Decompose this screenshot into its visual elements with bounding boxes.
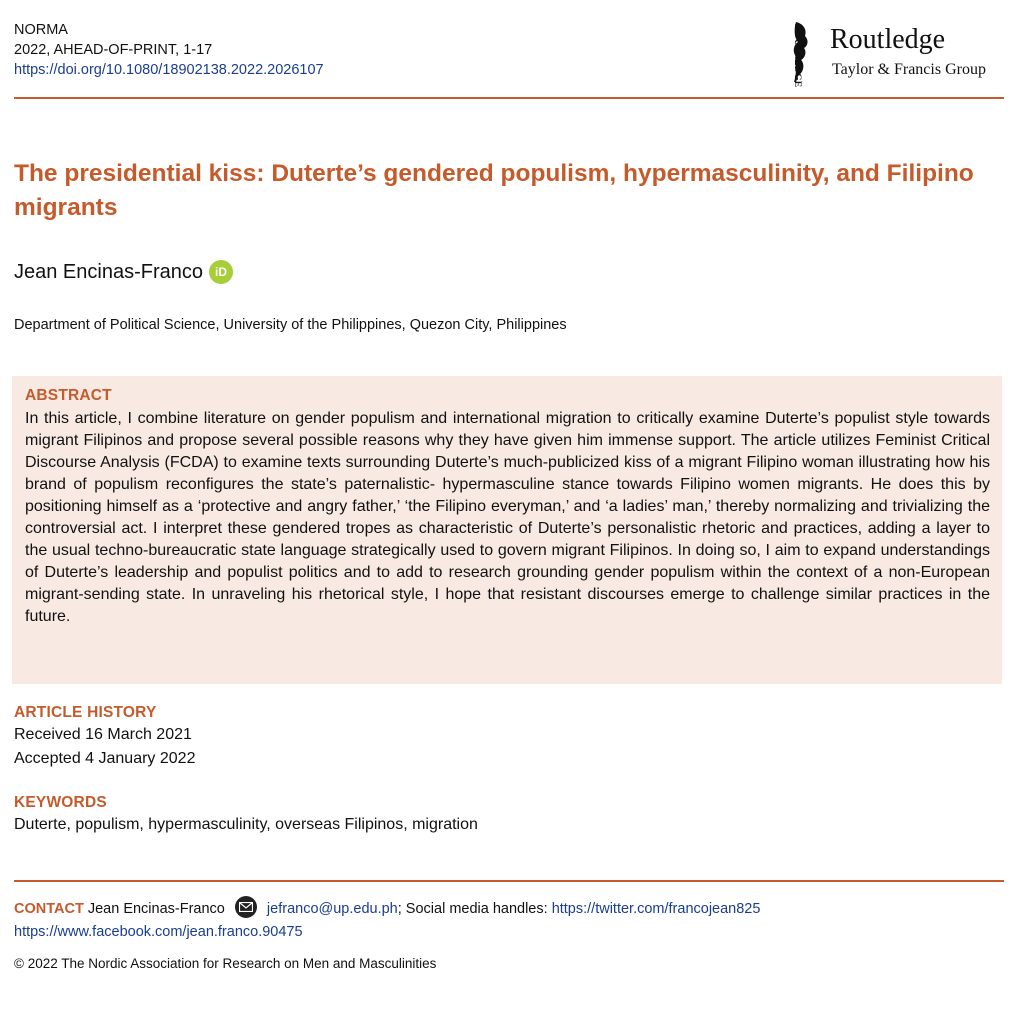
author-line — [14, 259, 233, 285]
contact-name: Jean Encinas-Franco — [87, 901, 225, 917]
publisher-name: Routledge — [830, 24, 946, 55]
keywords-list: Duterte, populism, hypermasculinity, overseas Filipinos, migration — [14, 816, 478, 833]
author-name[interactable]: Jean Encinas-Franco — [14, 261, 203, 283]
publisher-logo[interactable] — [774, 18, 1004, 86]
doi-link[interactable]: https://doi.org/10.1080/18902138.2022.2026107 — [14, 62, 324, 78]
publisher-group: Taylor & Francis Group — [832, 61, 986, 78]
accepted-date: Accepted 4 January 2022 — [14, 750, 196, 767]
routledge-vertical-text: ROUTLEDGE — [792, 24, 802, 88]
keywords-section — [14, 793, 914, 837]
received-date: Received 16 March 2021 — [14, 726, 192, 743]
journal-issue: 2022, AHEAD-OF-PRINT, 1-17 — [14, 42, 213, 58]
header-divider — [14, 97, 1004, 99]
email-icon[interactable] — [235, 896, 257, 918]
journal-name: NORMA — [14, 22, 68, 38]
article-history — [14, 703, 614, 771]
page-header — [14, 18, 1004, 98]
copyright-notice: © 2022 The Nordic Association for Research on Men and Masculinities — [14, 956, 437, 971]
orcid-icon[interactable]: iD — [209, 260, 233, 284]
journal-meta — [14, 20, 324, 80]
contact-separator: ; Social media handles: — [397, 901, 548, 917]
abstract-box — [12, 376, 1002, 684]
contact-block — [14, 896, 1004, 944]
history-heading: ARTICLE HISTORY — [14, 704, 157, 721]
email-link[interactable]: jefranco@up.edu.ph — [266, 901, 398, 917]
footer-divider — [14, 880, 1004, 882]
facebook-link[interactable]: https://www.facebook.com/jean.franco.90475 — [14, 924, 303, 940]
abstract-heading: ABSTRACT — [25, 387, 112, 404]
twitter-link[interactable]: https://twitter.com/francojean825 — [551, 901, 761, 917]
keywords-heading: KEYWORDS — [14, 794, 107, 811]
author-affiliation: Department of Political Science, University of the Philippines, Quezon City, Philippines — [14, 317, 567, 333]
abstract-text: In this article, I combine literature on gender populism and international migration to critically examine Duterte’s populist style towards migrant Filipinos and propose several possible reasons why they have given him immense support. The article utilizes Feminist Critical Discourse Analysis (FCDA) to examine texts surrounding Duterte’s much-publicized kiss of a migrant Filipino woman illustrating how his brand of populism reconfigures the state’s paternalistic- hypermasculine stance towards Filipino women migrants. He does this by positioning himself as a ‘protective and angry father,’ ‘the Filipino everyman,’ and ‘a ladies’ man,’ thereby normalizing and trivializing the controversial act. I interpret these gendered tropes as characteristic of Duterte’s personalistic rhetoric and practices, adding a layer to the usual techno-bureaucratic state language strategically used to govern migrant Filipinos. In doing so, I aim to expand understandings of Duterte’s leadership and populist politics and to add to research grounding gender populism within the context of a non-European migrant-sending state. In unraveling his rhetorical style, I hope that resistant discourses emerge to challenge similar practices in the future. — [25, 410, 990, 625]
article-title: The presidential kiss: Duterte’s gendered populism, hypermasculinity, and Filipino migrants — [14, 160, 974, 221]
contact-label: CONTACT — [14, 901, 84, 917]
routledge-head-icon — [774, 20, 818, 88]
